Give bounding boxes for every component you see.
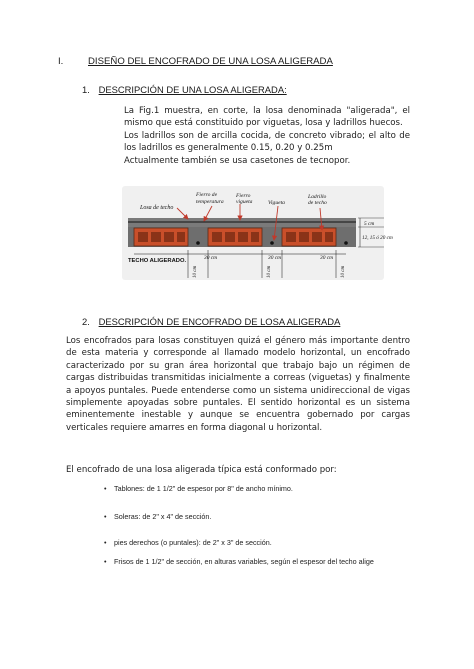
list-item-text: pies derechos (o puntales): de 2" x 3" de sección. [114, 538, 272, 547]
subsection-number-2: 2. [82, 316, 90, 327]
section-drawing [122, 186, 393, 280]
paragraph-line: Los ladrillos son de arcilla cocida, de concreto vibrado; el alto de los ladrillos es generalmente 0.15, 0.20 y 0.25m [124, 130, 410, 154]
label-ladrillo-1: Ladrillo [308, 194, 327, 200]
encofrado-paragraph: Los encofrados para losas constituyen quizá el género más importante dentro de esta materia y corresponde al llamado modelo horizontal, un encofrado caracterizado por su gran área horizontal que trabajo bajo un régimen de cargas distribuidas transmitidas inicialmente a correas (viguetas) y finalmente a apoyos puntales. Puede entenderse como un sistema unidireccional de vigas simplemente apoyadas sobre puntales. El sentido horizontal es un sistema eminentemente inestable y aunque se encuentra gobernado por cargas verticales requiere amarres en forma diagonal u horizontal. [66, 336, 410, 433]
list-item-text: Tablones: de 1 1/2" de espesor por 8" de ancho mínimo. [114, 484, 293, 493]
section-heading [58, 56, 333, 67]
list-item-text: Frisos de 1 1/2" de sección, en alturas variables, según el espesor del techo alige [114, 557, 374, 566]
list-item [104, 538, 272, 547]
bullet-icon: • [104, 484, 107, 493]
paragraph-line: La Fig.1 muestra, en corte, la losa denominada "aligerada", el mismo que está constituido por viguetas, losa y ladrillos huecos. [124, 106, 410, 129]
subsection-title-1: DESCRIPCIÓN DE UNA LOSA ALIGERADA: [98, 84, 287, 95]
dim-30cm-a: 30 cm [204, 255, 218, 261]
label-fierro-temp-1: Fierro de [196, 192, 218, 198]
dim-30cm-b: 30 cm [268, 255, 282, 261]
paragraph-line: Actualmente también se usa casetones de tecnopor. [124, 155, 351, 166]
label-fierro-temp-2: temperatura [196, 199, 224, 205]
bullet-icon: • [104, 512, 107, 521]
description-paragraph [124, 105, 410, 167]
subsection-title-2: DESCRIPCIÓN DE ENCOFRADO DE LOSA ALIGERADA [98, 316, 341, 327]
dim-height: 12, 15 ó 20 cm [362, 235, 393, 241]
section-number: I. [58, 56, 64, 67]
dim-30cm-c: 30 cm [320, 255, 334, 261]
components-intro: El encofrado de una losa aligerada típica está conformado por: [66, 465, 337, 475]
label-ladrillo-2: de techo [308, 200, 327, 206]
label-techo-aligerado: TECHO ALIGERADO. [128, 258, 187, 264]
label-fierro-vigueta-1: Fierro [236, 193, 251, 199]
section-title: DISEÑO DEL ENCOFRADO DE UNA LOSA ALIGERADA [88, 56, 333, 67]
losa-aligerada-figure [122, 186, 393, 280]
list-item-text: Soleras: de 2" x 4" de sección. [114, 512, 212, 521]
dim-10cm-b: 10 cm [267, 265, 272, 278]
dim-10cm-a: 10 cm [193, 265, 198, 278]
label-losa-techo: Losa de techo [140, 205, 174, 211]
dim-10cm-c: 10 cm [341, 265, 346, 278]
subsection-number-1: 1. [82, 84, 90, 95]
bullet-icon: • [104, 557, 107, 566]
bullet-icon: • [104, 538, 107, 547]
subsection-heading-1 [82, 84, 287, 95]
label-vigueta: Vigueta [268, 200, 285, 206]
list-item [104, 557, 374, 566]
dim-5cm: 5 cm [364, 221, 375, 227]
list-item [104, 512, 211, 521]
label-fierro-vigueta-2: vigueta [236, 199, 253, 205]
list-item [104, 484, 293, 493]
subsection-heading-2 [82, 316, 340, 327]
